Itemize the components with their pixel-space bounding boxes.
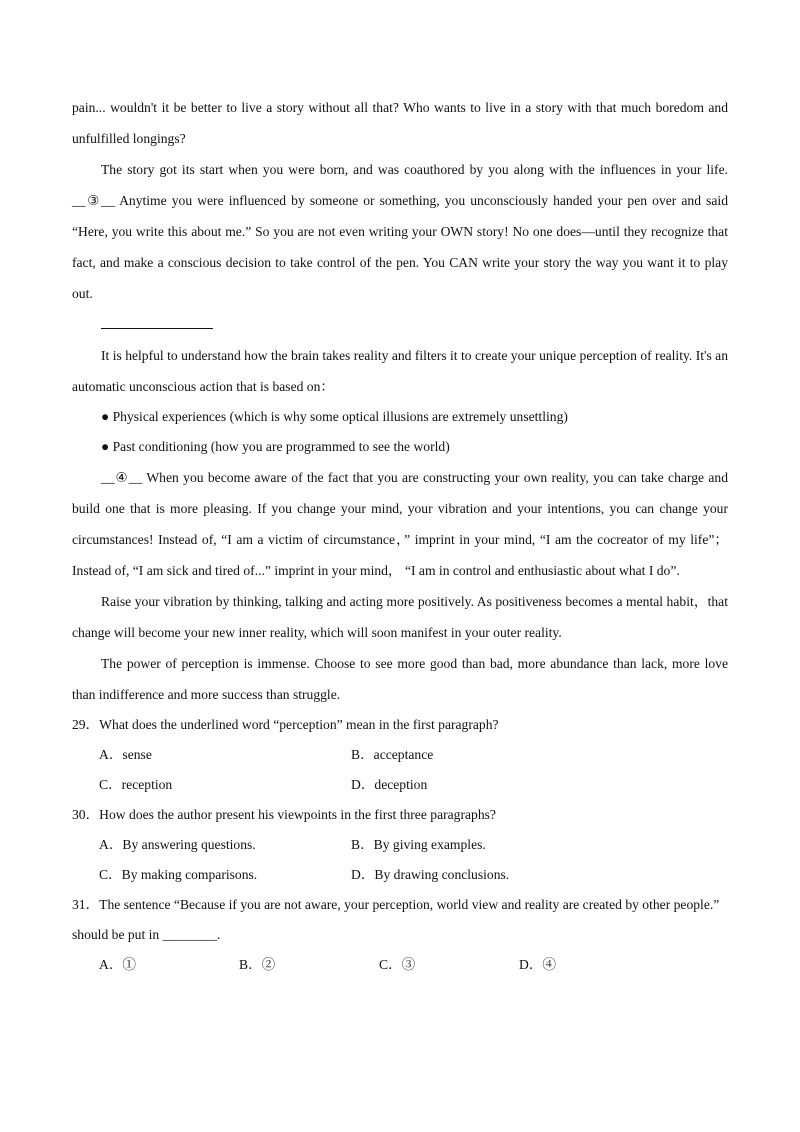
q29-option-d: D．deception — [351, 777, 428, 792]
q31-option-b: B．② — [239, 957, 276, 972]
bullet-past-conditioning: ● Past conditioning (how you are programmed to see the world) — [101, 439, 450, 454]
q31-option-a: A．① — [99, 957, 137, 972]
paragraph-3: It is helpful to understand how the brain takes reality and filters it to create your unique perception of reality. It's an automatic unconscious action that is based on： — [72, 348, 728, 394]
q31-option-c: C．③ — [379, 957, 416, 972]
paragraph-6: The power of perception is immense. Choose to see more good than bad, more abundance than lack, more love than indifference and more success than struggle. — [72, 656, 728, 702]
q31-option-d: D．④ — [519, 957, 557, 972]
q29-option-c: C．reception — [99, 777, 173, 792]
question-29: 29．What does the underlined word “perception” mean in the first paragraph? — [72, 717, 499, 732]
paragraph-1: pain... wouldn't it be better to live a story without all that? Who wants to live in a story with that much boredom and unfulfilled longings? — [72, 100, 728, 146]
question-31-options-row — [72, 950, 728, 980]
q30-option-b: B．By giving examples. — [351, 837, 486, 852]
question-31: 31．The sentence “Because if you are not aware, your perception, world view and reality are created by other people.” should be put in ________. — [72, 897, 720, 942]
question-30-options-row-2 — [72, 860, 728, 890]
question-30-options-row-1 — [72, 830, 728, 860]
paragraph-4: __④__ When you become aware of the fact that you are constructing your own reality, you can take charge and build one that is more pleasing. If you change your mind, your vibration and your intentions, you can change your circumstances! Instead of, “I am a victim of circumstance，” imprint in your mind, “I am the cocreator of my life”； Instead of, “I am sick and tired of...” imprint in your mind， “I am in control and enthusiastic about what I do”. — [72, 470, 728, 578]
q29-option-a: A．sense — [99, 747, 152, 762]
blank-heading-line — [72, 309, 728, 340]
document-content — [72, 92, 728, 980]
question-29-options-row-2 — [72, 770, 728, 800]
q29-option-b: B．acceptance — [351, 747, 434, 762]
answer-blank — [101, 312, 213, 329]
paragraph-5: Raise your vibration by thinking, talking and acting more positively. As positiveness becomes a mental habit，that change will become your new inner reality, which will soon manifest in your outer reality. — [72, 594, 728, 640]
question-29-options-row-1 — [72, 740, 728, 770]
paragraph-2: The story got its start when you were born, and was coauthored by you along with the influences in your life. __③__ Anytime you were influenced by someone or something, you unconsciously handed your pen over and said “Here, you write this about me.” So you are not even writing your OWN story! No one does—until they recognize that fact, and make a conscious decision to take control of the pen. You CAN write your story the way you want it to play out. — [72, 162, 728, 301]
q30-option-a: A．By answering questions. — [99, 837, 256, 852]
question-30: 30．How does the author present his viewpoints in the first three paragraphs? — [72, 807, 496, 822]
bullet-physical-experiences: ● Physical experiences (which is why some optical illusions are extremely unsettling) — [101, 409, 568, 424]
q30-option-d: D．By drawing conclusions. — [351, 867, 510, 882]
q30-option-c: C．By making comparisons. — [99, 867, 258, 882]
